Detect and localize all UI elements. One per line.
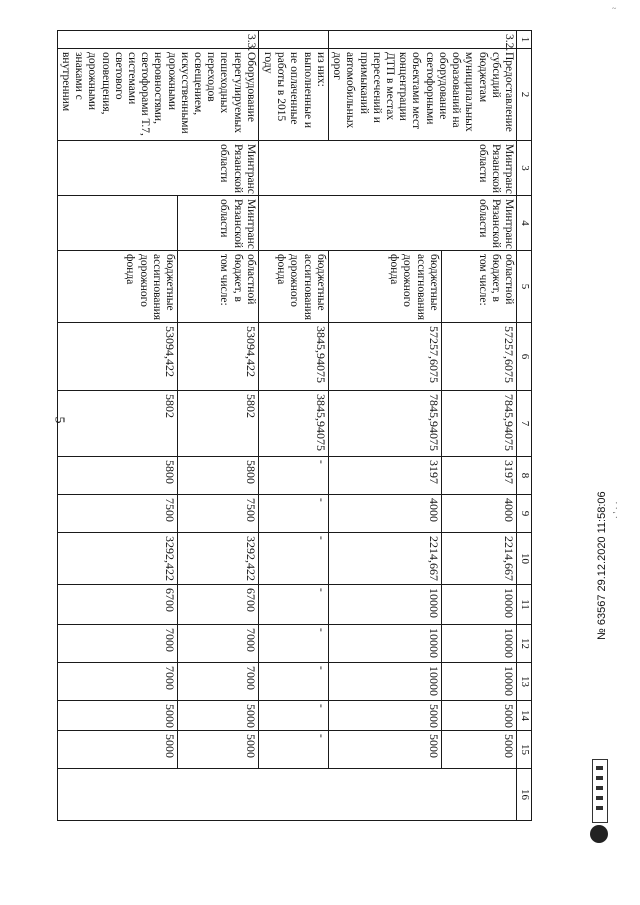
measure-name: Предоставление субсидий бюджетам муниципальных образований на оборудование светофорными объектами мест концентрации ДТП в местах пересечений и примыканий автомобильных дорог <box>328 49 516 141</box>
col-num-5: 5 <box>517 251 532 323</box>
col-num-13: 13 <box>517 663 532 701</box>
value-col11: 6700 <box>57 585 177 625</box>
rotated-table-area <box>59 30 532 820</box>
row-number: 3.2. <box>328 31 516 49</box>
value-col8: 3197 <box>328 457 441 495</box>
value-col10: 3292,422 <box>57 533 177 585</box>
value-col15: - <box>258 731 328 769</box>
registration-stamp-text: № 63567 29.12.2020 11:58:06 <box>596 491 608 640</box>
value-col9: 4000 <box>328 495 441 533</box>
value-col14: 5000 <box>441 701 516 731</box>
measure-name: из них: выполненные и не оплаченные работы в 2015 году <box>258 49 328 141</box>
value-col13: - <box>258 663 328 701</box>
col-num-9: 9 <box>517 495 532 533</box>
col-num-11: 11 <box>517 585 532 625</box>
value-col11: - <box>258 585 328 625</box>
value-col7: 7845,94075 <box>441 391 516 457</box>
col-num-1: 1 <box>517 31 532 49</box>
measure-name: Оборудование нерегулируемых пешеходных переходов освещением, искусственными дорожными неровностями, светофорами Т.7, системами светового оповещения, дорожными знаками с внутренним <box>57 49 258 141</box>
value-col11: 10000 <box>441 585 516 625</box>
funding-source: бюджетные ассигнования дорожного фонда <box>328 251 441 323</box>
value-col16 <box>57 769 516 821</box>
value-col14: 5000 <box>328 701 441 731</box>
value-col14: - <box>258 701 328 731</box>
value-col8: 5800 <box>178 457 259 495</box>
col-num-16: 16 <box>517 769 532 821</box>
value-col8: 3197 <box>441 457 516 495</box>
value-col14: 5000 <box>57 701 177 731</box>
budget-manager-cell <box>57 196 177 251</box>
total-value: 57257,6075 <box>441 323 516 391</box>
table-rotator <box>59 30 532 820</box>
value-col10: 2214,667 <box>328 533 441 585</box>
funding-source: бюджетные ассигнования дорожного фонда <box>57 251 177 323</box>
value-col15: 5000 <box>328 731 441 769</box>
budget-manager-cell: Минтранс Рязанской области <box>258 196 516 251</box>
value-col7: 3845,94075 <box>258 391 328 457</box>
value-col10: - <box>258 533 328 585</box>
value-col9: 7500 <box>57 495 177 533</box>
value-col10: 3292,422 <box>178 533 259 585</box>
executor-cell: Минтранс Рязанской области <box>258 141 516 196</box>
registry-stamp <box>588 755 612 845</box>
page-number: 5 <box>51 416 67 424</box>
col-num-12: 12 <box>517 625 532 663</box>
executor-cell: Минтранс Рязанской области <box>57 141 258 196</box>
value-col13: 10000 <box>441 663 516 701</box>
value-col11: 10000 <box>328 585 441 625</box>
value-col12: 10000 <box>441 625 516 663</box>
value-col14: 5000 <box>178 701 259 731</box>
value-col8: 5800 <box>57 457 177 495</box>
table-row <box>441 31 516 821</box>
value-col12: 7000 <box>57 625 177 663</box>
row-number <box>258 31 328 49</box>
col-num-2: 2 <box>517 49 532 141</box>
value-col15: 5000 <box>441 731 516 769</box>
program-table <box>57 30 532 821</box>
column-number-row <box>517 31 532 821</box>
value-col13: 7000 <box>178 663 259 701</box>
emblem-icon <box>590 825 608 843</box>
funding-source: бюджетные ассигнования дорожного фонда <box>258 251 328 323</box>
value-col7: 7845,94075 <box>328 391 441 457</box>
value-col13: 10000 <box>328 663 441 701</box>
col-num-10: 10 <box>517 533 532 585</box>
value-col13: 7000 <box>57 663 177 701</box>
col-num-3: 3 <box>517 141 532 196</box>
corner-mark: ~ <box>612 4 617 13</box>
col-num-14: 14 <box>517 701 532 731</box>
row-number: 3.3. <box>57 31 258 49</box>
col-num-7: 7 <box>517 391 532 457</box>
value-col12: - <box>258 625 328 663</box>
table-row <box>178 31 259 821</box>
col-num-6: 6 <box>517 323 532 391</box>
value-col11: 6700 <box>178 585 259 625</box>
value-col7: 5802 <box>178 391 259 457</box>
total-value: 3845,94075 <box>258 323 328 391</box>
budget-manager-cell: Минтранс Рязанской области <box>178 196 259 251</box>
scan-specks: · ' · · <box>611 501 622 519</box>
value-col12: 7000 <box>178 625 259 663</box>
total-value: 53094,422 <box>178 323 259 391</box>
funding-source: областной бюджет, в том числе: <box>178 251 259 323</box>
funding-source: областной бюджет, в том числе: <box>441 251 516 323</box>
value-col15: 5000 <box>178 731 259 769</box>
col-num-8: 8 <box>517 457 532 495</box>
total-value: 53094,422 <box>57 323 177 391</box>
value-col9: - <box>258 495 328 533</box>
value-col8: - <box>258 457 328 495</box>
value-col9: 4000 <box>441 495 516 533</box>
stamp-frame <box>592 759 608 823</box>
value-col15: 5000 <box>57 731 177 769</box>
col-num-4: 4 <box>517 196 532 251</box>
value-col10: 2214,667 <box>441 533 516 585</box>
value-col7: 5802 <box>57 391 177 457</box>
total-value: 57257,6075 <box>328 323 441 391</box>
value-col9: 7500 <box>178 495 259 533</box>
value-col12: 10000 <box>328 625 441 663</box>
col-num-15: 15 <box>517 731 532 769</box>
